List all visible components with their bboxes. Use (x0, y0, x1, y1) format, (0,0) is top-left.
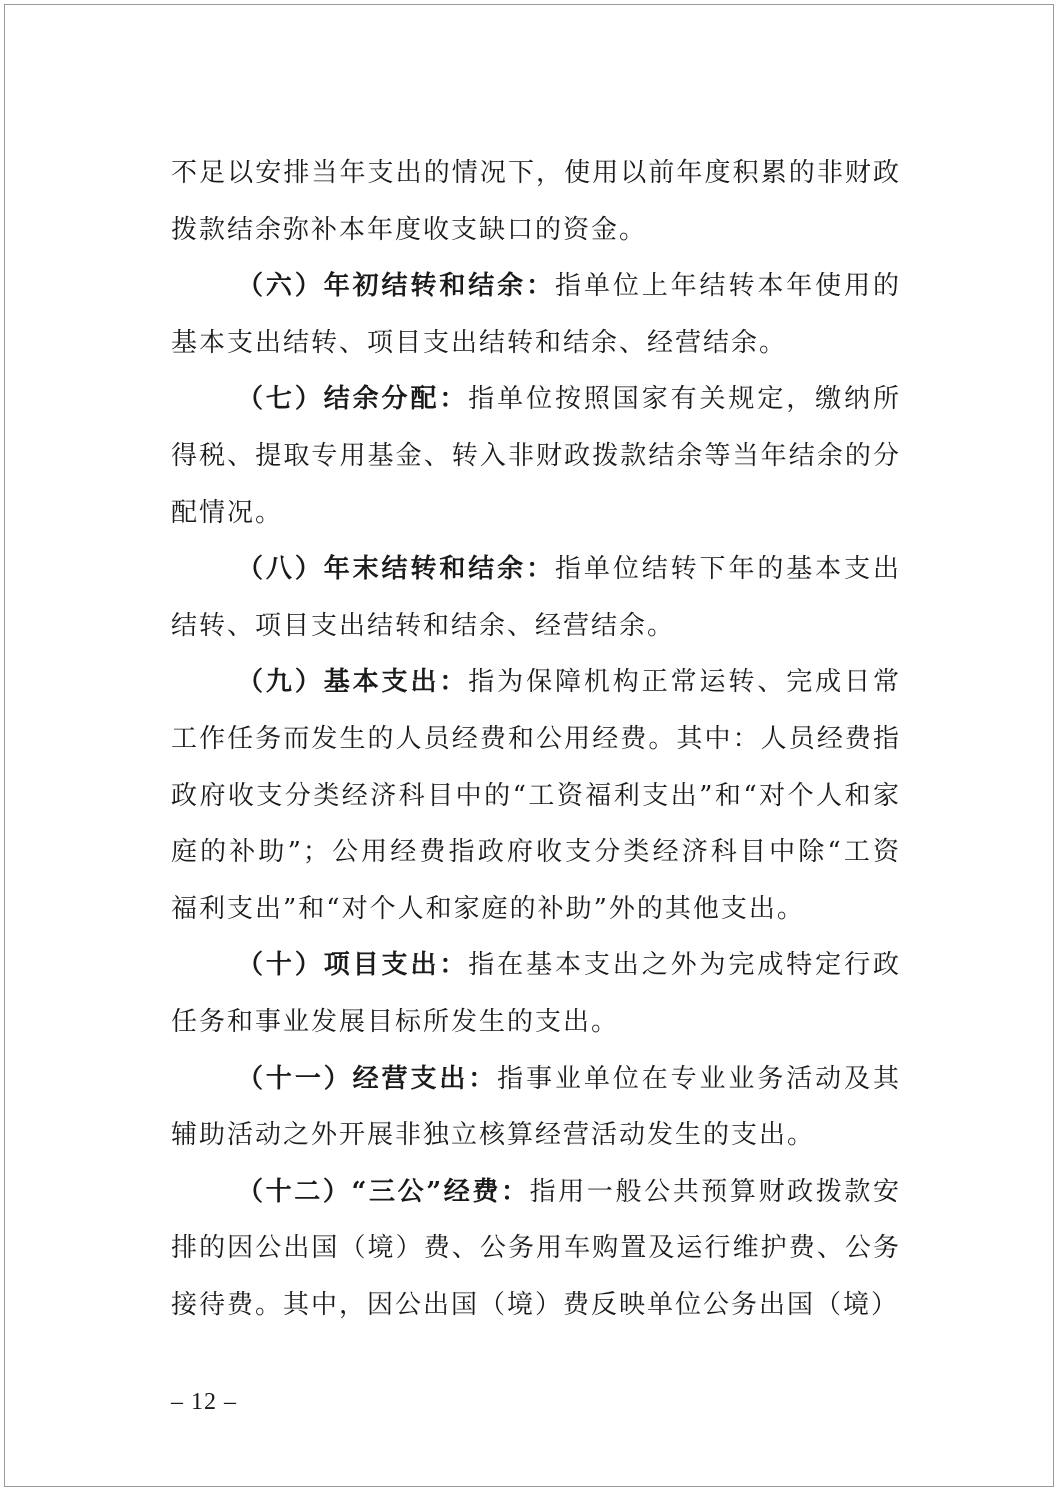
paragraph-item-12 (171, 1164, 901, 1334)
paragraph-term: （十一）经营支出： (237, 1063, 498, 1094)
paragraph-body: 指单位上年结转本年使用的基本支出结转、项目支出结转和结余、经营结余。 (171, 271, 901, 358)
page-number: – 12 – (171, 1389, 237, 1415)
paragraph-term: （十二）“三公”经费： (237, 1176, 530, 1207)
paragraph-term: （七）结余分配： (237, 384, 469, 415)
document-body (171, 145, 901, 1333)
paragraph-term: （十）项目支出： (237, 950, 469, 981)
paragraph-item-7 (171, 371, 901, 541)
paragraph-body: 指在基本支出之外为完成特定行政任务和事业发展目标所发生的支出。 (171, 950, 901, 1037)
paragraph-item-8 (171, 541, 901, 654)
paragraph-body: 指单位按照国家有关规定，缴纳所得税、提取专用基金、转入非财政拨款结余等当年结余的分配情况。 (171, 384, 901, 528)
paragraph-body: 不足以安排当年支出的情况下，使用以前年度积累的非财政拨款结余弥补本年度收支缺口的资金。 (171, 158, 901, 245)
paragraph-term: （六）年初结转和结余： (237, 271, 555, 302)
paragraph-term: （九）基本支出： (237, 667, 469, 698)
paragraph-continuation (171, 145, 901, 258)
paragraph-term: （八）年末结转和结余： (237, 554, 555, 585)
paragraph-body: 指事业单位在专业业务活动及其辅助活动之外开展非独立核算经营活动发生的支出。 (171, 1063, 901, 1151)
paragraph-body: 指用一般公共预算财政拨款安排的因公出国（境）费、公务用车购置及运行维护费、公务接待费。其中，因公出国（境）费反映单位公务出国（境） (171, 1176, 901, 1320)
paragraph-body: 指单位结转下年的基本支出结转、项目支出结转和结余、经营结余。 (171, 554, 901, 641)
paragraph-item-9 (171, 654, 901, 937)
paragraph-item-10 (171, 937, 901, 1050)
document-page (4, 4, 1054, 1487)
paragraph-item-11 (171, 1051, 901, 1164)
paragraph-item-6 (171, 258, 901, 371)
paragraph-body: 指为保障机构正常运转、完成日常工作任务而发生的人员经费和公用经费。其中：人员经费指政府收支分类经济科目中的“工资福利支出”和“对个人和家庭的补助”；公用经费指政府收支分类经济科目中除“工资福利支出”和“对个人和家庭的补助”外的其他支出。 (171, 667, 901, 924)
